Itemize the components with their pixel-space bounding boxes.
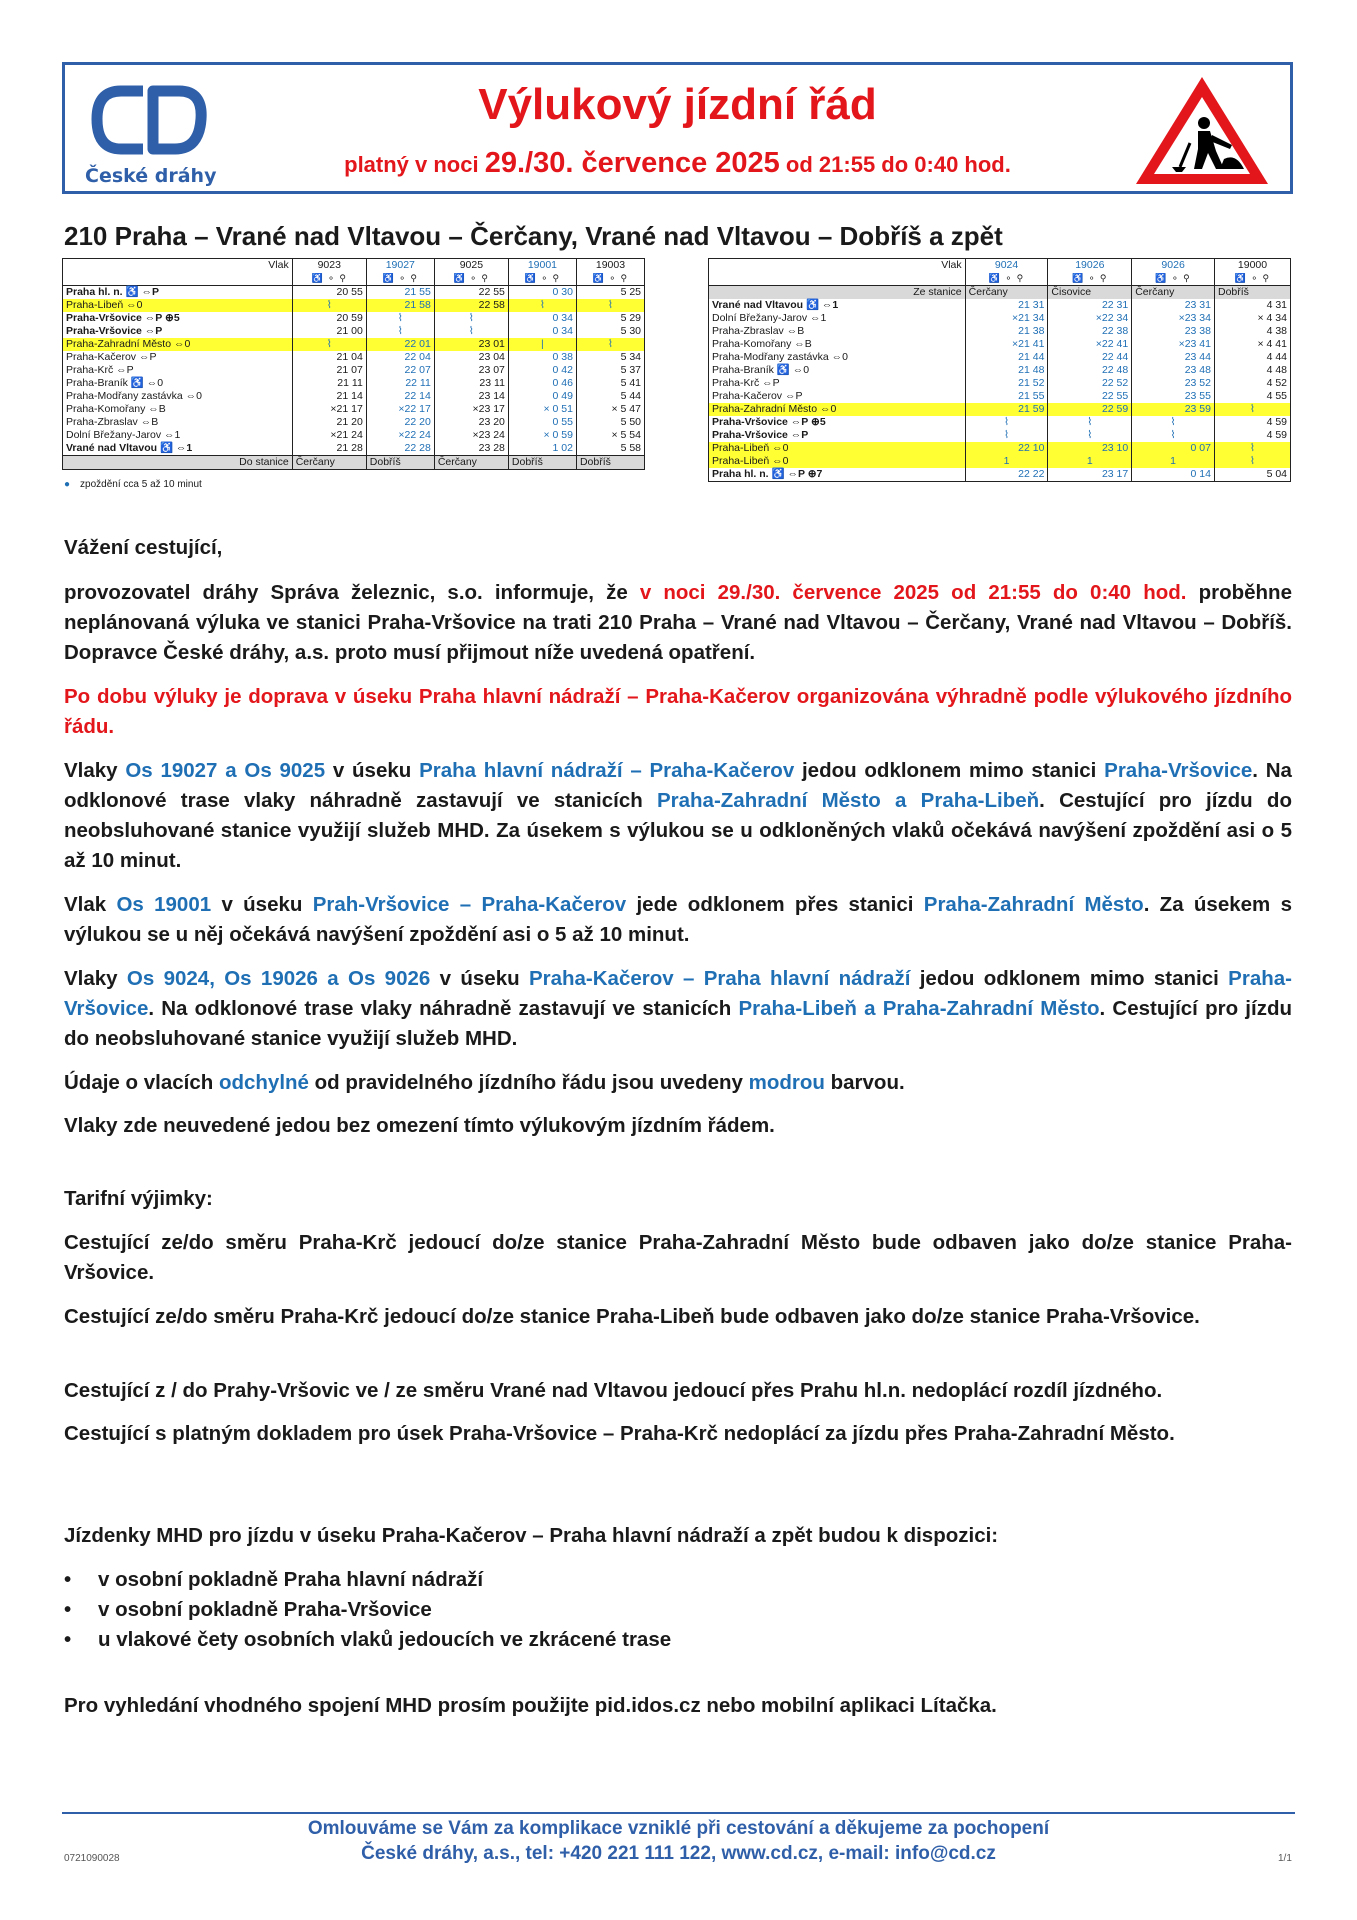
column-header: Vlak [941, 259, 962, 271]
table-row [63, 416, 645, 429]
departure-time: ⌇ [965, 429, 1048, 442]
departure-time: 22 20 [366, 416, 434, 429]
table-row [709, 364, 1291, 377]
departure-time: 5 37 [576, 364, 644, 377]
column-header: Ze stanice [709, 286, 966, 300]
departure-time: ×23 41 [1132, 338, 1215, 351]
paragraph-trains-9024: Vlaky Os 9024, Os 19026 a Os 9026 v úseku Praha-Kačerov – Praha hlavní nádraží jedou odklonem mimo stanici Praha-Vršovice. Na odklonové trase vlaky náhradně zastavují ve stanicích Praha-Libeň a Praha-Zahradní Město. Cestující pro jízdu do neobsluhované stanice využijí služeb MHD. [64, 967, 1292, 1050]
departure-time: 1 02 [508, 442, 576, 456]
departure-time: ×22 17 [366, 403, 434, 416]
table-row [63, 442, 645, 456]
departure-time: 5 29 [576, 312, 644, 325]
station-name: Praha-Vršovice ⇔P [66, 325, 163, 337]
station-name: Praha-Braník ♿ ⇔0 [66, 377, 164, 389]
departure-time: 4 38 [1214, 325, 1290, 338]
table-row [709, 338, 1291, 351]
table-header-row [63, 259, 645, 273]
departure-time: ⌇ [1214, 442, 1290, 455]
departure-time: | [508, 338, 576, 351]
delay-dot-icon: ● [64, 479, 71, 490]
paragraph-train-19001: Vlak Os 19001 v úseku Prah-Vršovice – Praha-Kačerov jede odklonem přes stanici Praha-Zahradní Město. Za úsekem s výlukou se u něj očekává navýšení zpoždění asi o 5 až 10 minut. [64, 893, 1292, 946]
page-number: 1/1 [1278, 1853, 1292, 1864]
departure-time: ⌇ [292, 299, 366, 312]
station-name: Dolní Břežany-Jarov ⇔1 [66, 429, 181, 441]
page-title: Výlukový jízdní řád [478, 80, 877, 129]
departure-time: 4 52 [1214, 377, 1290, 390]
departure-time: × 0 51 [508, 403, 576, 416]
departure-time: 20 59 [292, 312, 366, 325]
table-row [63, 338, 645, 351]
train-number: 19027 [366, 259, 434, 273]
page-subtitle: platný v noci 29./30. července 2025 od 21:55 do 0:40 hod. [344, 147, 1011, 179]
tariff-exception-3: Cestující z / do Prahy-Vršovic ve / ze směru Vrané nad Vltavou jedoucí přes Prahu hl.n. nedoplácí rozdíl jízdného. [64, 1379, 1163, 1402]
list-item: • v osobní pokladně Praha-Vršovice [64, 1595, 671, 1625]
train-number: 9026 [1132, 259, 1215, 273]
table-row [709, 468, 1291, 482]
station-name: Praha hl. n. ♿ ⇔P ⊕7 [712, 468, 823, 480]
station-name: Praha-Kačerov ⇔P [712, 390, 803, 402]
departure-time: 23 17 [1048, 468, 1132, 482]
paragraph-other-trains: Vlaky zde neuvedené jedou bez omezení tímto výlukovým jízdním řádem. [64, 1114, 775, 1137]
station-name: Praha-Vršovice ⇔P [712, 429, 809, 441]
table-row [709, 442, 1291, 455]
departure-time: 21 04 [292, 351, 366, 364]
departure-time: ⌇ [1132, 429, 1215, 442]
departure-time: ⌇ [1048, 416, 1132, 429]
departure-time: 1 [1132, 455, 1215, 468]
table-row [709, 325, 1291, 338]
station-name: Praha-Krč ⇔P [66, 364, 134, 376]
departure-time: 21 20 [292, 416, 366, 429]
departure-time: 0 07 [1132, 442, 1215, 455]
departure-time: 21 58 [366, 299, 434, 312]
station-name: Praha-Krč ⇔P [712, 377, 780, 389]
delay-legend: ● zpoždění cca 5 až 10 minut [64, 479, 202, 490]
table-row [63, 364, 645, 377]
route-title: 210 Praha – Vrané nad Vltavou – Čerčany, Vrané nad Vltavou – Dobříš a zpět [64, 221, 1003, 251]
departure-time: 0 42 [508, 364, 576, 377]
departure-time: × 4 34 [1214, 312, 1290, 325]
train-number: 19000 [1214, 259, 1290, 273]
departure-time: 23 48 [1132, 364, 1215, 377]
departure-time: 5 30 [576, 325, 644, 338]
departure-time: 22 59 [1048, 403, 1132, 416]
departure-time: 22 11 [366, 377, 434, 390]
departure-time: 22 58 [434, 299, 508, 312]
table-row [709, 390, 1291, 403]
station-name: Praha-Kačerov ⇔P [66, 351, 157, 363]
tariff-exception-2: Cestující ze/do směru Praha-Krč jedoucí do/ze stanice Praha-Libeň bude odbaven jako do/ze stanice Praha-Vršovice. [64, 1305, 1200, 1328]
departure-time: ×21 17 [292, 403, 366, 416]
departure-time: 21 28 [292, 442, 366, 456]
destination-station: Čerčany [292, 456, 366, 470]
train-symbols-icon: ♿ ⚬ ⚲ [1214, 272, 1290, 286]
departure-time: 21 14 [292, 390, 366, 403]
departure-time: 5 04 [1214, 468, 1290, 482]
tickets-heading: Jízdenky MHD pro jízdu v úseku Praha-Kačerov – Praha hlavní nádraží a zpět budou k dispozici: [64, 1524, 999, 1547]
departure-time: 0 30 [508, 286, 576, 300]
departure-time: 23 55 [1132, 390, 1215, 403]
departure-time: 4 55 [1214, 390, 1290, 403]
departure-time: 0 55 [508, 416, 576, 429]
origin-station: Dobříš [1214, 286, 1290, 300]
departure-time: ⌇ [1048, 429, 1132, 442]
train-number: 19026 [1048, 259, 1132, 273]
departure-time: 0 38 [508, 351, 576, 364]
tickets-list [64, 1565, 671, 1655]
departure-time: 21 48 [965, 364, 1048, 377]
destination-station: Čerčany [434, 456, 508, 470]
table-header-row [709, 259, 1291, 273]
header-box [62, 62, 1293, 194]
table-cell [63, 272, 293, 286]
table-row [63, 429, 645, 442]
station-name: Praha-Braník ♿ ⇔0 [712, 364, 810, 376]
train-number: 19001 [508, 259, 576, 273]
departure-time: 21 31 [965, 299, 1048, 312]
column-header: Do stanice [63, 456, 293, 470]
station-name: Praha-Zahradní Město ⇔0 [709, 403, 966, 416]
departure-time: ×21 24 [292, 429, 366, 442]
origin-station: Čerčany [1132, 286, 1215, 300]
timetable-outbound [62, 258, 645, 470]
paragraph-intro: provozovatel dráhy Správa železnic, s.o. informuje, že v noci 29./30. července 2025 od 21:55 do 0:40 hod. proběhne neplánovaná výluka ve stanici Praha-Vršovice na trati 210 Praha – Vrané nad Vltavou – Čerčany, Vrané nad Vltavou – Dobříš. Dopravce České dráhy, a.s. proto musí přijmout níže uvedená opatření. [64, 581, 1292, 664]
departure-time: 23 52 [1132, 377, 1215, 390]
departure-time: 22 55 [1048, 390, 1132, 403]
departure-time: ⌇ [366, 312, 434, 325]
departure-time: 21 44 [965, 351, 1048, 364]
departure-time: ⌇ [366, 325, 434, 338]
departure-time: 21 07 [292, 364, 366, 377]
train-number: 9024 [965, 259, 1048, 273]
departure-time: ⌇ [434, 325, 508, 338]
document-code: 0721090028 [64, 1853, 120, 1864]
departure-time: ⌇ [1214, 403, 1290, 416]
train-symbols-icon: ♿ ⚬ ⚲ [434, 272, 508, 286]
departure-time: 21 59 [965, 403, 1048, 416]
departure-time: 21 11 [292, 377, 366, 390]
departure-time: 21 38 [965, 325, 1048, 338]
departure-time: 22 22 [965, 468, 1048, 482]
station-name: Praha-Libeň ⇔0 [709, 442, 966, 455]
departure-time: 23 07 [434, 364, 508, 377]
timetable-inbound [708, 258, 1291, 482]
station-name: Praha-Zbraslav ⇔B [712, 325, 805, 337]
departure-time: 22 28 [366, 442, 434, 456]
table-symbols-row [63, 272, 645, 286]
origin-station: Čisovice [1048, 286, 1132, 300]
departure-time: 22 01 [366, 338, 434, 351]
departure-time: ×22 41 [1048, 338, 1132, 351]
departure-time: 5 25 [576, 286, 644, 300]
table-symbols-row [709, 272, 1291, 286]
departure-time: 0 34 [508, 312, 576, 325]
departure-time: 21 55 [366, 286, 434, 300]
table-row [709, 299, 1291, 312]
train-number: 9025 [434, 259, 508, 273]
table-row [63, 325, 645, 338]
departure-time: 22 52 [1048, 377, 1132, 390]
departure-time: 20 55 [292, 286, 366, 300]
table-row [63, 390, 645, 403]
station-name: Praha-Libeň ⇔0 [709, 455, 966, 468]
departure-time: 5 50 [576, 416, 644, 429]
departure-time: ×23 17 [434, 403, 508, 416]
departure-time: ×21 34 [965, 312, 1048, 325]
departure-time: × 5 54 [576, 429, 644, 442]
departure-time: 22 07 [366, 364, 434, 377]
train-symbols-icon: ♿ ⚬ ⚲ [576, 272, 644, 286]
table-row [709, 416, 1291, 429]
table-row [709, 429, 1291, 442]
station-name: Praha-Zbraslav ⇔B [66, 416, 159, 428]
departure-time: 1 [965, 455, 1048, 468]
departure-time: 21 52 [965, 377, 1048, 390]
station-name: Praha-Komořany ⇔B [66, 403, 166, 415]
departure-time: 22 55 [434, 286, 508, 300]
departure-time: 22 44 [1048, 351, 1132, 364]
departure-time: ×21 41 [965, 338, 1048, 351]
footer-apology: Omlouváme se Vám za komplikace vzniklé při cestování a děkujeme za pochopení [307, 1818, 1050, 1839]
list-item: • u vlakové čety osobních vlaků jedoucích ve zkrácené trase [64, 1625, 671, 1655]
departure-time: × 4 41 [1214, 338, 1290, 351]
column-header: Vlak [268, 259, 289, 271]
departure-time: ⌇ [965, 416, 1048, 429]
departure-time: 23 11 [434, 377, 508, 390]
departure-time: 23 28 [434, 442, 508, 456]
train-symbols-icon: ♿ ⚬ ⚲ [965, 272, 1048, 286]
departure-time: ⌇ [1132, 416, 1215, 429]
departure-time: 1 [1048, 455, 1132, 468]
departure-time: 23 44 [1132, 351, 1215, 364]
departure-time: ×22 24 [366, 429, 434, 442]
departure-time: 0 14 [1132, 468, 1215, 482]
table-row [63, 377, 645, 390]
departure-time: × 0 59 [508, 429, 576, 442]
paragraph-trains-19027: Vlaky Os 19027 a Os 9025 v úseku Praha hlavní nádraží – Praha-Kačerov jedou odklonem mimo stanici Praha-Vršovice. Na odklonové trase vlaky náhradně zastavují ve stanicích Praha-Zahradní Město a Praha-Libeň. Cestující pro jízdu do neobsluhované stanice využijí služeb MHD. Za úsekem s výlukou se u odkloněných vlaků očekává navýšení zpoždění asi o 5 až 10 minut. [64, 759, 1292, 872]
departure-time: 5 34 [576, 351, 644, 364]
departure-time: 4 48 [1214, 364, 1290, 377]
departure-time: 4 44 [1214, 351, 1290, 364]
station-name: Praha-Modřany zastávka ⇔0 [66, 390, 202, 402]
departure-time: 22 31 [1048, 299, 1132, 312]
table-destination-row [63, 456, 645, 470]
departure-time: ×23 24 [434, 429, 508, 442]
station-name: Vrané nad Vltavou ♿ ⇔1 [712, 299, 839, 311]
paragraph-warning: Po dobu výluky je doprava v úseku Praha hlavní nádraží – Praha-Kačerov organizována výhradně podle výlukového jízdního řádu. [64, 685, 1292, 738]
departure-time: 5 58 [576, 442, 644, 456]
departure-time: 0 49 [508, 390, 576, 403]
table-row [63, 286, 645, 300]
departure-time: ×23 34 [1132, 312, 1215, 325]
table-row [709, 377, 1291, 390]
station-name: Praha hl. n. ♿ ⇔P [63, 286, 293, 300]
table-row [709, 403, 1291, 416]
train-number: 9023 [292, 259, 366, 273]
departure-time: 22 04 [366, 351, 434, 364]
station-name: Praha-Modřany zastávka ⇔0 [712, 351, 848, 363]
departure-time: 4 59 [1214, 416, 1290, 429]
departure-time: 0 34 [508, 325, 576, 338]
departure-time: 23 31 [1132, 299, 1215, 312]
station-name: Dolní Břežany-Jarov ⇔1 [712, 312, 827, 324]
train-symbols-icon: ♿ ⚬ ⚲ [508, 272, 576, 286]
departure-time: 23 20 [434, 416, 508, 429]
origin-station: Čerčany [965, 286, 1048, 300]
departure-time: 22 38 [1048, 325, 1132, 338]
tariff-exception-1: Cestující ze/do směru Praha-Krč jedoucí do/ze stanice Praha-Zahradní Město bude odbaven jako do/ze stanice Praha-Vršovice. [64, 1231, 1292, 1284]
station-name: Praha-Komořany ⇔B [712, 338, 812, 350]
logo-text: České dráhy [85, 165, 217, 187]
station-name: Praha-Vršovice ⇔P ⊕5 [712, 416, 826, 428]
departure-time: 5 44 [576, 390, 644, 403]
departure-time: ⌇ [292, 338, 366, 351]
train-symbols-icon: ♿ ⚬ ⚲ [292, 272, 366, 286]
departure-time: 23 01 [434, 338, 508, 351]
departure-time: ⌇ [576, 338, 644, 351]
train-symbols-icon: ♿ ⚬ ⚲ [1048, 272, 1132, 286]
departure-time: 23 04 [434, 351, 508, 364]
paragraph-search: Pro vyhledání vhodného spojení MHD prosím použijte pid.idos.cz nebo mobilní aplikaci Lítačka. [64, 1694, 997, 1717]
table-origin-row [709, 286, 1291, 300]
table-row [63, 403, 645, 416]
departure-time: ⌇ [434, 312, 508, 325]
table-cell [709, 272, 966, 286]
table-row [63, 312, 645, 325]
departure-time: 4 31 [1214, 299, 1290, 312]
departure-time: × 5 47 [576, 403, 644, 416]
departure-time: 22 14 [366, 390, 434, 403]
departure-time: 0 46 [508, 377, 576, 390]
train-number: 19003 [576, 259, 644, 273]
departure-time: ⌇ [508, 299, 576, 312]
departure-time: 21 55 [965, 390, 1048, 403]
greeting: Vážení cestující, [64, 536, 223, 559]
departure-time: 22 10 [965, 442, 1048, 455]
departure-time: 23 38 [1132, 325, 1215, 338]
table-row [709, 455, 1291, 468]
station-name: Praha-Vršovice ⇔P ⊕5 [66, 312, 180, 324]
train-symbols-icon: ♿ ⚬ ⚲ [366, 272, 434, 286]
station-name: Praha-Libeň ⇔0 [63, 299, 293, 312]
footer-contact: České dráhy, a.s., tel: +420 221 111 122, www.cd.cz, e-mail: info@cd.cz [361, 1843, 996, 1864]
departure-time: 22 48 [1048, 364, 1132, 377]
station-name: Praha-Zahradní Město ⇔0 [63, 338, 293, 351]
destination-station: Dobříš [576, 456, 644, 470]
paragraph-color-note: Údaje o vlacích odchylné od pravidelného jízdního řádu jsou uvedeny modrou barvou. [64, 1071, 905, 1094]
departure-time: ⌇ [576, 299, 644, 312]
station-name: Vrané nad Vltavou ♿ ⇔1 [66, 442, 193, 454]
departure-time: 23 14 [434, 390, 508, 403]
tariff-exception-4: Cestující s platným dokladem pro úsek Praha-Vršovice – Praha-Krč nedoplácí za jízdu přes Praha-Zahradní Město. [64, 1422, 1175, 1445]
departure-time: 21 00 [292, 325, 366, 338]
roadworks-warning-icon [1132, 73, 1272, 188]
departure-time: 4 59 [1214, 429, 1290, 442]
list-item: • v osobní pokladně Praha hlavní nádraží [64, 1565, 671, 1595]
departure-time: ⌇ [1214, 455, 1290, 468]
table-row [709, 312, 1291, 325]
departure-time: 23 10 [1048, 442, 1132, 455]
destination-station: Dobříš [366, 456, 434, 470]
table-row [63, 351, 645, 364]
train-symbols-icon: ♿ ⚬ ⚲ [1132, 272, 1215, 286]
tariff-heading: Tarifní výjimky: [64, 1187, 213, 1210]
table-row [63, 299, 645, 312]
departure-time: 23 59 [1132, 403, 1215, 416]
departure-time: ×22 34 [1048, 312, 1132, 325]
departure-time: 5 41 [576, 377, 644, 390]
footer-divider [62, 1812, 1295, 1814]
destination-station: Dobříš [508, 456, 576, 470]
table-row [709, 351, 1291, 364]
